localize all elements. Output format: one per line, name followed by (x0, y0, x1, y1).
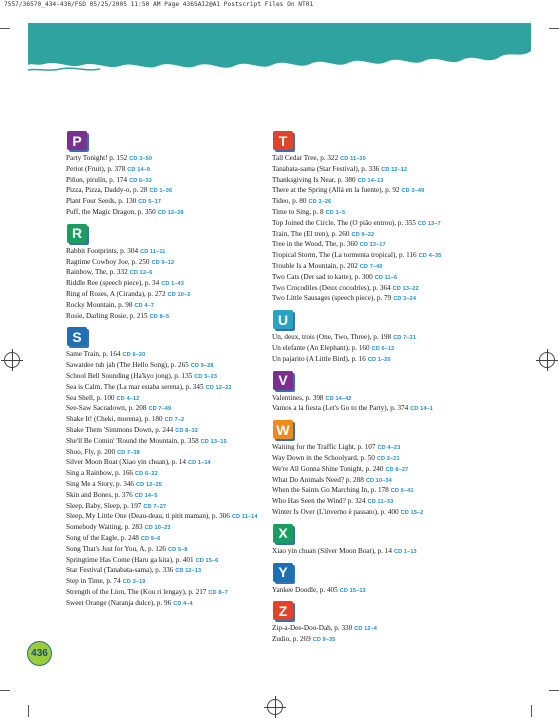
section-letter-badge: X (273, 524, 293, 543)
index-entry (272, 635, 534, 646)
cd-track-reference: CD 7–49 (148, 406, 172, 413)
song-title: Piñon, pirulín, p. 174 (66, 175, 128, 184)
index-entry (272, 262, 534, 273)
crop-mark (0, 690, 10, 691)
song-title: Skin and Bones, p. 376 (66, 490, 133, 499)
index-entry (66, 577, 284, 588)
index-entry (66, 258, 284, 269)
index-column-right (272, 130, 534, 651)
song-title: Xiao yin chuan (Silver Moon Boat), p. 14 (272, 546, 392, 555)
song-title: Top Joined the Circle, The (O pião entrou), p. 355 (272, 218, 416, 227)
cd-track-reference: CD 8–27 (385, 466, 409, 473)
index-column-left (66, 130, 284, 614)
song-title: Vamos a la fiesta (Let's Go to the Party), p. 374 (272, 404, 409, 413)
section-letter-badge: Y (273, 563, 293, 582)
index-entry (272, 230, 534, 241)
song-title: When the Saints Go Marching In, p. 178 (272, 486, 389, 495)
song-title: Sleep, My Little One (Deau-deau, ti pitit maman), p. 306 (66, 512, 230, 521)
cd-track-reference: CD 5–17 (138, 199, 162, 206)
song-title: Rabbit Footprints, p. 304 (66, 246, 139, 255)
cd-track-reference: CD 4–4 (173, 600, 193, 607)
index-entry (66, 545, 284, 556)
song-title: Step in Time, p. 74 (66, 577, 121, 586)
song-title: Sweet Orange (Naranja dulce), p. 96 (66, 598, 172, 607)
index-section-s (66, 327, 284, 609)
cd-track-reference: CD 14–13 (357, 177, 384, 184)
cd-track-reference: CD 3–26 (308, 199, 332, 206)
cd-track-reference: CD 12–6 (129, 270, 153, 277)
header-banner (28, 23, 531, 73)
section-letter-badge: U (273, 310, 293, 329)
song-title: Somebody Waiting, p. 283 (66, 523, 143, 532)
index-entry (272, 251, 534, 262)
cd-track-reference: CD 9–28 (190, 363, 214, 370)
song-title: Rosie, Darling Rosie, p. 215 (66, 311, 148, 320)
song-title: Way Down in the Schoolyard, p. 50 (272, 453, 375, 462)
song-title: Shake It! (Cheki, morena), p. 180 (66, 415, 163, 424)
cd-track-reference: CD 12–13 (175, 568, 202, 575)
crop-mark (531, 705, 532, 717)
song-title: Thanksgiving Is Near, p. 380 (272, 175, 356, 184)
section-letter-badge: V (273, 371, 293, 390)
index-section-u (272, 310, 534, 365)
index-section-r (66, 224, 284, 323)
index-entry (66, 372, 284, 383)
cd-track-reference: CD 12–28 (157, 209, 184, 216)
song-title: Puff, the Magic Dragon, p. 350 (66, 207, 156, 216)
index-entry (272, 294, 534, 305)
cd-track-reference: CD 15–6 (195, 557, 219, 564)
song-title: What Do Animals Need? p. 288 (272, 475, 364, 484)
song-title: Periot (Fruit), p. 378 (66, 164, 126, 173)
index-entry (272, 165, 534, 176)
index-section-t (272, 131, 534, 305)
song-title: Shake Them 'Simmons Down, p. 244 (66, 425, 174, 434)
cd-track-reference: CD 1–14 (187, 460, 211, 467)
crop-mark (549, 690, 559, 691)
cd-track-reference: CD 3–49 (401, 188, 425, 195)
index-entry (66, 394, 284, 405)
index-entry (272, 176, 534, 187)
index-entry (272, 154, 534, 165)
song-title: Tree in the Wood, The, p. 360 (272, 240, 358, 249)
index-entry (272, 404, 534, 415)
index-entry (66, 491, 284, 502)
cd-track-reference: CD 5–23 (194, 373, 218, 380)
index-entry (66, 469, 284, 480)
cd-track-reference: CD 7–38 (117, 449, 140, 456)
cd-track-reference: CD 9–22 (351, 231, 375, 238)
index-entry (66, 186, 284, 197)
cd-track-reference: CD 3–50 (129, 156, 153, 162)
cd-track-reference: CD 6–12 (371, 345, 395, 352)
cd-track-reference: CD 1–20 (367, 356, 391, 363)
index-entry (272, 284, 534, 295)
index-entry (66, 437, 284, 448)
cd-track-reference: CD 11–14 (231, 514, 258, 521)
song-title: Song That's Just for You, A, p. 126 (66, 544, 167, 553)
cd-track-reference: CD 8–32 (175, 427, 198, 434)
index-entry (272, 454, 534, 465)
song-title: Sawatdee tuh jah (The Hello Song), p. 265 (66, 361, 189, 370)
index-entry (66, 599, 284, 610)
index-entry (272, 208, 534, 219)
index-entry (66, 448, 284, 459)
index-section-z (272, 601, 534, 646)
registration-mark (4, 352, 20, 368)
cd-track-reference: CD 7–27 (143, 503, 167, 510)
section-letter-badge: S (67, 327, 87, 346)
song-title: Rocky Mountain, p. 98 (66, 300, 133, 309)
song-title: Tideo, p. 80 (272, 197, 307, 206)
song-title: Rainbow, The, p. 332 (66, 268, 128, 277)
song-title: Sea is Calm, The (La mar estaba serena), p. 345 (66, 382, 204, 391)
song-title: Who Has Seen the Wind? p. 324 (272, 497, 366, 506)
index-entry (272, 497, 534, 508)
index-entry (272, 333, 534, 344)
song-title: See-Saw Sacradown, p. 208 (66, 404, 147, 413)
song-title: Two Crocodiles (Deux cocodries), p. 364 (272, 283, 391, 292)
song-title: Zip-a-Dee-Doo-Dah, p. 330 (272, 624, 353, 633)
cd-track-reference: CD 14–1 (410, 406, 434, 413)
index-entry (272, 476, 534, 487)
index-entry (272, 624, 534, 635)
cd-track-reference: CD 6–41 (390, 488, 414, 495)
cd-track-reference: CD 6–33 (129, 177, 152, 184)
cd-track-reference: CD 14–42 (325, 395, 352, 402)
song-title: Same Train, p. 164 (66, 350, 121, 359)
song-title: Yankee Doodle, p. 405 (272, 585, 338, 594)
song-title: Ring of Roses, A (Ciranda), p. 272 (66, 289, 166, 298)
song-title: Tanabata-sama (Star Festival), p. 336 (272, 164, 380, 173)
cd-track-reference: CD 4–23 (377, 445, 401, 452)
cd-track-reference: CD 11–30 (340, 156, 366, 162)
song-title: Two Cats (Der sad to katte), p. 300 (272, 272, 373, 281)
index-entry (66, 523, 284, 534)
song-title: Star Festival (Tanabata-sama), p. 336 (66, 566, 174, 575)
index-entry (272, 586, 534, 597)
crop-mark (28, 705, 29, 717)
index-entry (66, 247, 284, 258)
cd-track-reference: CD 13–7 (417, 220, 441, 227)
song-title: Train, The (El tren), p. 260 (272, 229, 350, 238)
section-letter-badge: Z (273, 601, 293, 620)
cd-track-reference: CD 12–25 (136, 481, 163, 488)
cd-track-reference: CD 7–40 (359, 263, 383, 270)
index-entry (66, 415, 284, 426)
registration-mark (539, 352, 555, 368)
song-title: Springtime Has Come (Haru ga kita), p. 401 (66, 555, 194, 564)
index-entry (272, 197, 534, 208)
cd-track-reference: CD 10–34 (365, 477, 392, 484)
song-title: Strength of the Lion, The (Kou ri lengay), p. 217 (66, 587, 207, 596)
song-title: Shoo, Fly, p. 200 (66, 447, 116, 456)
cd-track-reference: CD 6–20 (122, 352, 146, 359)
cd-track-reference: CD 8–7 (208, 589, 228, 596)
index-entry (272, 186, 534, 197)
cd-track-reference: CD 13–15 (200, 438, 227, 445)
cd-track-reference: CD 10–2 (167, 291, 191, 298)
song-title: Ragtime Cowboy Joe, p. 250 (66, 257, 150, 266)
cd-track-reference: CD 6–22 (135, 471, 158, 478)
song-title: Pizza, Pizza, Daddy-o, p. 28 (66, 186, 148, 195)
cd-track-reference: CD 12–12 (381, 166, 408, 173)
index-entry (272, 394, 534, 405)
index-entry (66, 512, 284, 523)
index-entry (272, 465, 534, 476)
song-title: Riddle Ree (speech piece), p. 34 (66, 279, 160, 288)
index-entry (66, 312, 284, 323)
cd-track-reference: CD 3–24 (393, 296, 417, 303)
song-title: Plant Four Seeds, p. 130 (66, 197, 137, 206)
section-letter-badge: P (67, 131, 87, 150)
song-title: Time to Sing, p. 8 (272, 207, 324, 216)
cd-track-reference: CD 14–9 (127, 166, 151, 173)
index-entry (66, 279, 284, 290)
index-entry (66, 350, 284, 361)
cd-track-reference: CD 4–12 (116, 395, 140, 402)
section-letter-badge: R (67, 224, 87, 243)
song-title: Silver Moon Boat (Xiao yin chuan), p. 14 (66, 458, 186, 467)
index-entry (66, 154, 284, 165)
index-entry (66, 290, 284, 301)
cd-track-reference: CD 14–5 (134, 492, 158, 499)
index-entry (66, 301, 284, 312)
index-entry (66, 208, 284, 219)
crop-mark (0, 28, 10, 29)
cd-track-reference: CD 10–23 (144, 525, 171, 532)
registration-mark (267, 699, 283, 715)
index-section-w (272, 420, 534, 519)
index-entry (66, 426, 284, 437)
cd-track-reference: CD 11–33 (367, 499, 394, 506)
section-letter-badge: W (273, 420, 293, 439)
index-entry (66, 502, 284, 513)
section-letter-badge: T (273, 131, 293, 150)
index-entry (66, 458, 284, 469)
cd-track-reference: CD 13–22 (392, 285, 419, 292)
page-number: 436 (31, 648, 48, 659)
index-section-v (272, 371, 534, 416)
cd-track-reference: CD 11–11 (140, 248, 166, 255)
song-title: Sea Shell, p. 100 (66, 393, 115, 402)
index-entry (66, 165, 284, 176)
song-title: Valentines, p. 398 (272, 393, 324, 402)
song-title: Party Tonight! p. 152 (66, 154, 128, 162)
index-entry (66, 404, 284, 415)
index-section-y (272, 563, 534, 597)
index-entry (272, 547, 534, 558)
cd-track-reference: CD 1–36 (149, 188, 173, 195)
cd-track-reference: CD 12–4 (354, 626, 378, 633)
index-entry (66, 361, 284, 372)
song-title: Waiting for the Traffic Light, p. 107 (272, 443, 376, 452)
cd-track-reference: CD 1–13 (393, 548, 417, 555)
cd-track-reference: CD 13–17 (359, 242, 386, 249)
index-entry (66, 383, 284, 394)
index-entry (66, 534, 284, 545)
crop-mark (549, 28, 559, 29)
song-title: School Bell Sounding (Ha'kyo jong), p. 135 (66, 371, 193, 380)
index-section-x (272, 524, 534, 558)
song-title: Sleep, Baby, Sleep, p. 197 (66, 501, 142, 510)
page-number-badge (27, 641, 52, 666)
index-entry (272, 508, 534, 519)
index-entry (66, 588, 284, 599)
song-title: We're All Gonna Shine Tonight, p. 240 (272, 464, 384, 473)
cd-track-reference: CD 9–6 (140, 535, 161, 542)
song-title: There at the Spring (Allá en la fuente), p. 92 (272, 186, 400, 195)
index-entry (66, 176, 284, 187)
cd-track-reference: CD 1–43 (161, 281, 184, 288)
index-entry (66, 566, 284, 577)
print-slug: 7557/36570_434-436/FSD 05/25/2005 11:50 AM Page 436SAI2@A1 Postscript Files On NT01 (4, 1, 314, 8)
song-title: Un, deux, trois (One, Two, Three), p. 198 (272, 333, 392, 342)
song-title: Un pajarito (A Little Bird), p. 16 (272, 354, 366, 363)
index-entry (66, 197, 284, 208)
song-title: Zudio, p. 269 (272, 635, 311, 644)
song-title: Song of the Eagle, p. 248 (66, 533, 139, 542)
cd-track-reference: CD 4–7 (134, 302, 155, 309)
index-entry (272, 443, 534, 454)
cd-track-reference: CD 7–2 (164, 417, 185, 424)
index-entry (66, 480, 284, 491)
cd-track-reference: CD 5–8 (168, 546, 188, 553)
index-entry (272, 344, 534, 355)
cd-track-reference: CD 11–6 (374, 274, 398, 281)
index-entry (272, 240, 534, 251)
song-title: Tall Cedar Tree, p. 322 (272, 154, 339, 162)
song-title: Un elefante (An Elephant), p. 160 (272, 343, 370, 352)
index-entry (66, 268, 284, 279)
cd-track-reference: CD 12–22 (205, 384, 232, 391)
song-title: Trouble Is a Mountain, p. 202 (272, 261, 358, 270)
song-title: Tropical Storm, The (La tormenta tropical), p. 116 (272, 251, 417, 260)
cd-track-reference: CD 8–5 (149, 313, 170, 320)
index-entry (272, 273, 534, 284)
cd-track-reference: CD 2–21 (376, 455, 400, 462)
song-title: Sing a Rainbow, p. 166 (66, 469, 134, 478)
index-section-p (66, 131, 284, 219)
index-entry (272, 219, 534, 230)
song-title: Two Little Sausages (speech piece), p. 79 (272, 294, 392, 303)
song-title: Sing Me a Story, p. 346 (66, 479, 135, 488)
index-entry (272, 355, 534, 366)
index-entry (272, 486, 534, 497)
cd-track-reference: CD 1–5 (325, 209, 346, 216)
song-title: Winter Is Over (L'inverno è passato), p. 400 (272, 507, 399, 516)
cd-track-reference: CD 3–19 (122, 579, 146, 586)
cd-track-reference: CD 15–2 (400, 509, 424, 516)
cd-track-reference: CD 15–13 (339, 587, 366, 594)
cd-track-reference: CD 4–35 (418, 253, 442, 260)
cd-track-reference: CD 9–35 (312, 637, 336, 644)
cd-track-reference: CD 7–31 (393, 335, 416, 342)
cd-track-reference: CD 9–12 (151, 259, 175, 266)
song-title: She'll Be Comin' 'Round the Mountain, p. 358 (66, 436, 199, 445)
index-entry (66, 556, 284, 567)
